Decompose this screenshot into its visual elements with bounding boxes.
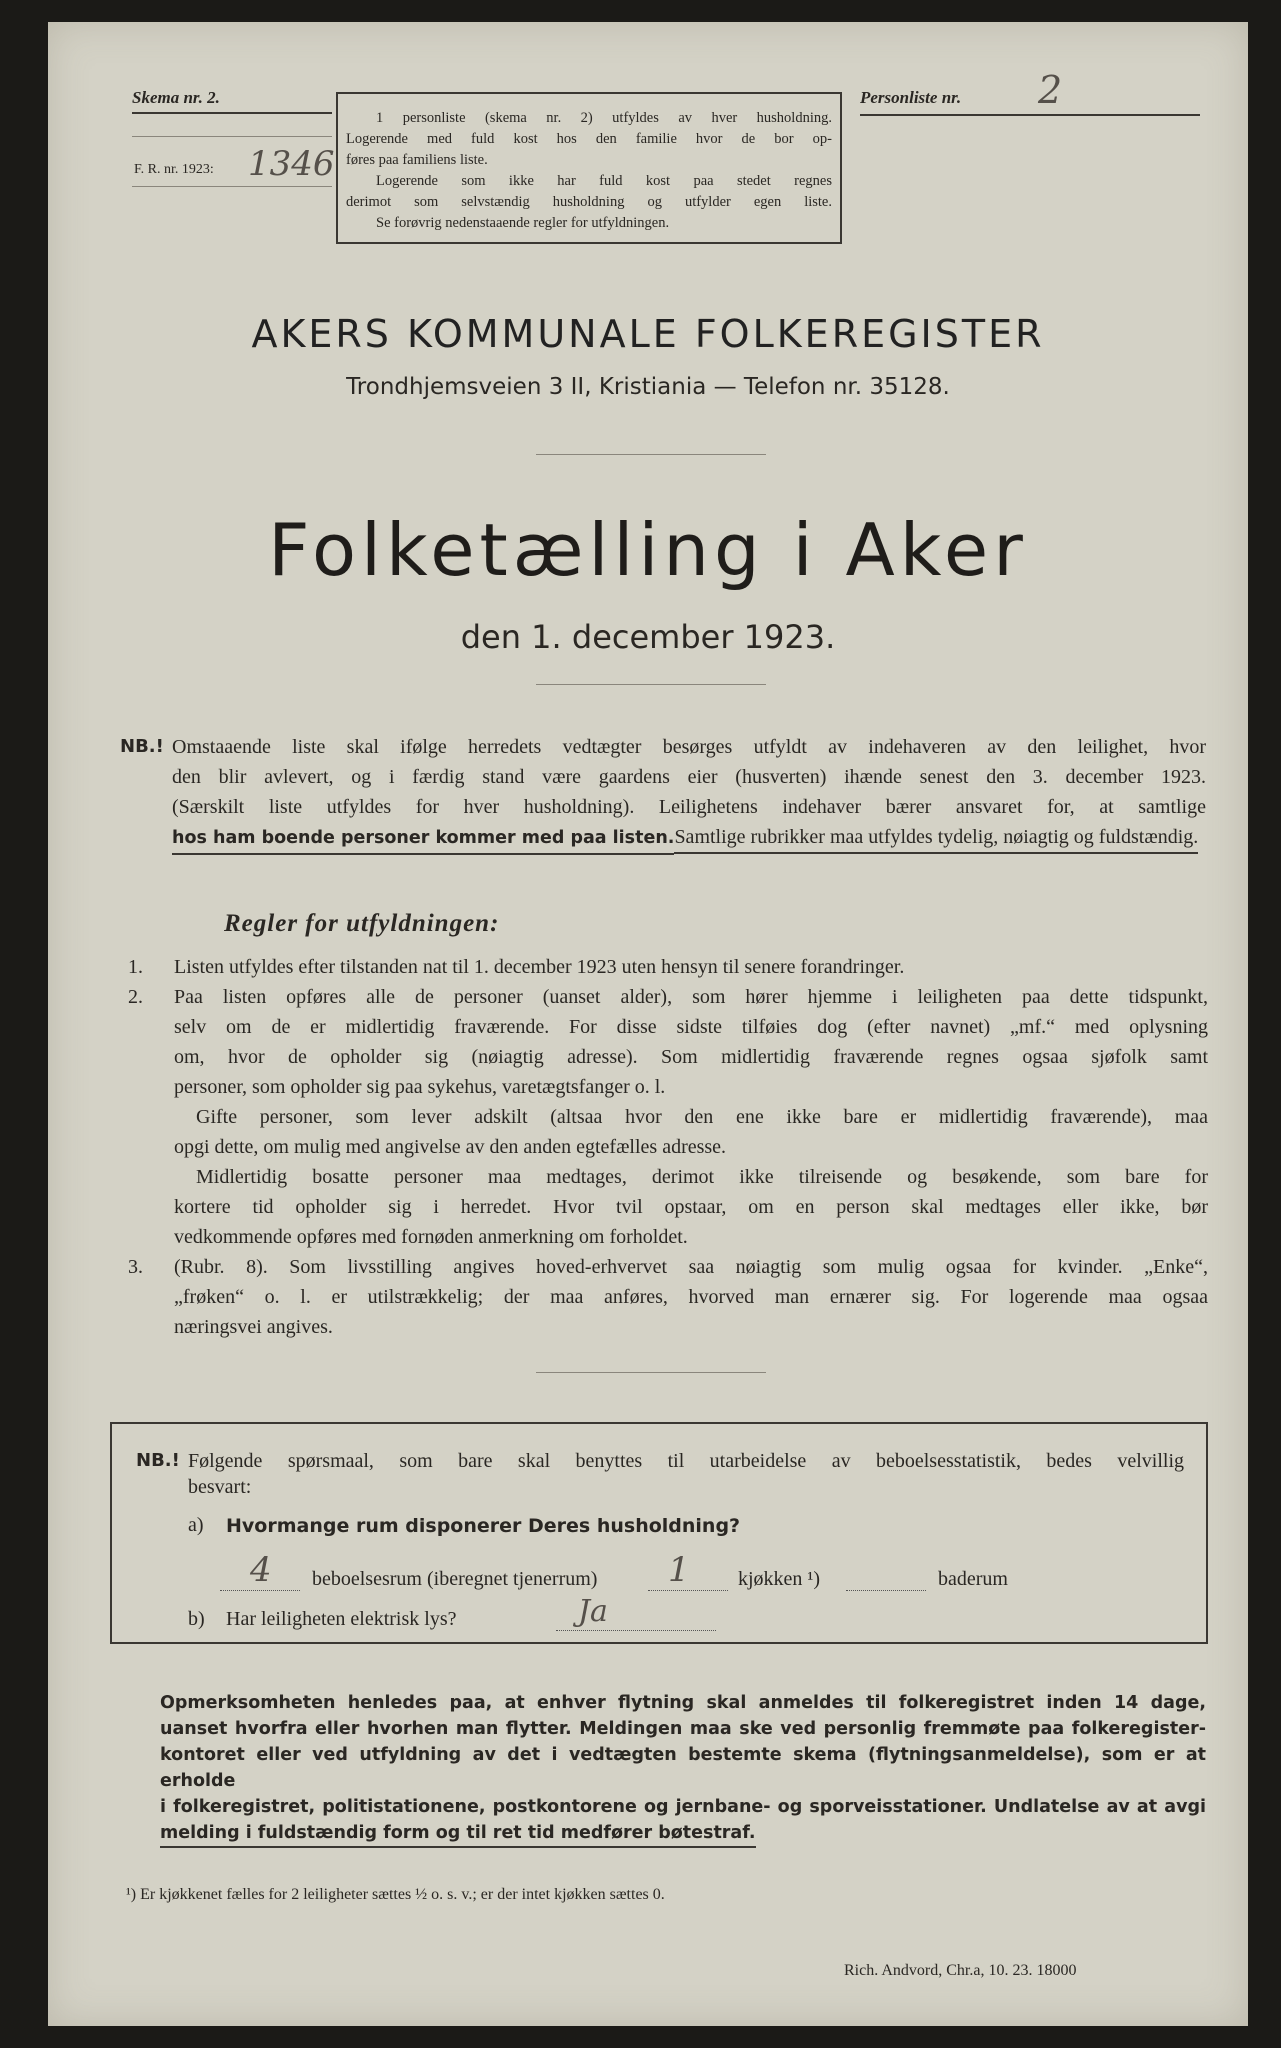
instructions-line: Logerende med fuld kost hos den familie hvor de bor op- bbox=[346, 131, 832, 147]
bath-field[interactable] bbox=[846, 1564, 926, 1591]
rooms-value: 4 bbox=[250, 1550, 272, 1590]
question-b-label: Har leiligheten elektrisk lys? bbox=[226, 1608, 457, 1630]
nb-line: Samtlige rubrikker maa utfyldes tydelig, nøiagtig og fuldstændig. bbox=[674, 822, 1198, 854]
organization-title: AKERS KOMMUNALE FOLKEREGISTER bbox=[251, 312, 1045, 356]
printer-line: Rich. Andvord, Chr.a, 10. 23. 18000 bbox=[844, 1962, 1077, 1979]
question-b-text bbox=[226, 1608, 456, 1631]
instructions-line: Logerende som ikke har fuld kost paa stedet regnes bbox=[376, 173, 832, 189]
notice-line: kontoret eller ved utfyldning av det i vedtægten bestemte skema (flytningsanmeldelse), som er at erholde bbox=[160, 1745, 1206, 1791]
nb-line: den blir avlevert, og i færdig stand være gaardens eier (husverten) ihænde senest den 3. december 1923. bbox=[172, 766, 1206, 788]
rule-number: 2. bbox=[128, 986, 143, 1008]
nb-paragraph bbox=[172, 732, 1206, 855]
rule-number: 1. bbox=[128, 956, 143, 978]
rule-line: (Rubr. 8). Som livsstilling angives hoved-erhvervet saa nøiagtig som mulig ogsaa for kvinder. „Enke“, bbox=[174, 1256, 1208, 1278]
rule-line: „frøken“ o. l. er utilstrækkelig; der maa anføres, hvorved man ernærer sig. For logerende maa ogsaa bbox=[174, 1286, 1208, 1308]
rule-line: Gifte personer, som lever adskilt (altsaa hvor den ene ikke bare er midlertidig fraværende), maa bbox=[196, 1106, 1208, 1128]
rule-line: Paa listen opføres alle de personer (uanset alder), som hører hjemme i leiligheten paa dette tidspunkt, bbox=[174, 986, 1208, 1008]
notice-line: Opmerksomheten henledes paa, at enhver flytning skal anmeldes til folkeregistret inden 14 dage, bbox=[160, 1693, 1206, 1713]
rooms-label: beboelsesrum (iberegnet tjenerrum) bbox=[312, 1568, 598, 1590]
rooms-field[interactable] bbox=[220, 1550, 300, 1591]
kitchen-label: kjøkken ¹) bbox=[738, 1568, 821, 1590]
electric-field[interactable] bbox=[556, 1594, 716, 1631]
nb-line: (Særskilt liste utfyldes for hver husholdning). Leilighetens indehaver bærer ansvaret for, at samtlige bbox=[172, 796, 1206, 818]
fr-handwritten: 1346 bbox=[248, 144, 335, 184]
nb-label: NB.! bbox=[120, 736, 164, 757]
footnote: ¹) Er kjøkkenet fælles for 2 leiligheter sættes ½ o. s. v.; er der intet kjøkken sættes 0. bbox=[126, 1886, 665, 1903]
notice-paragraph bbox=[160, 1690, 1206, 1848]
nb-line: Omstaaende liste skal ifølge herredets vedtægter besørges utfyldt av indehaveren av den leilighet, hvor bbox=[172, 736, 1206, 758]
electric-value: Ja bbox=[578, 1594, 608, 1629]
rules-heading: Regler for utfyldningen: bbox=[224, 910, 500, 937]
rule-line: opgi dette, om mulig med angivelse av den anden egtefælles adresse. bbox=[174, 1136, 727, 1158]
rule-line: Listen utfyldes efter tilstanden nat til 1. december 1923 uten hensyn til senere forandringer. bbox=[174, 956, 905, 978]
divider bbox=[132, 112, 332, 114]
main-title: Folketælling i Aker bbox=[268, 508, 1028, 592]
divider bbox=[536, 684, 766, 685]
instructions-box bbox=[336, 92, 842, 244]
rule-line: personer, som opholder sig paa sykehus, varetægtsfanger o. l. bbox=[174, 1076, 666, 1098]
nb2-line: Følgende spørsmaal, som bare skal benyttes til utarbeidelse av beboelsesstatistik, bedes velvillig bbox=[188, 1450, 1184, 1472]
notice-line: uanset hvorfra eller hvorhen man flytter. Meldingen maa ske ved personlig fremmøte paa folkeregister- bbox=[160, 1719, 1206, 1739]
date-subtitle: den 1. december 1923. bbox=[460, 618, 836, 656]
nb-line: hos ham boende personer kommer med paa listen. bbox=[172, 823, 674, 855]
personliste-label: Personliste nr. bbox=[860, 88, 962, 107]
skema-label: Skema nr. 2. bbox=[132, 88, 220, 107]
divider bbox=[132, 186, 332, 187]
divider bbox=[132, 136, 332, 137]
instructions-line: 1 personliste (skema nr. 2) utfyldes av hver husholdning. bbox=[376, 110, 832, 126]
question-b-prefix: b) bbox=[188, 1608, 205, 1630]
fr-label: F. R. nr. 1923: bbox=[134, 162, 214, 177]
divider bbox=[536, 454, 766, 455]
rule-line: vedkommende opføres med fornøden anmerkning om forholdet. bbox=[174, 1226, 688, 1248]
question-a-text: Hvormange rum disponerer Deres husholdning? bbox=[226, 1515, 741, 1537]
rule-line: Midlertidig bosatte personer maa medtages, derimot ikke tilreisende og besøkende, som bare for bbox=[196, 1166, 1208, 1188]
nb-label: NB.! bbox=[136, 1450, 180, 1471]
kitchen-value: 1 bbox=[668, 1550, 690, 1590]
rule-line: om, hvor de opholder sig (nøiagtig adresse). Som midlertidig fraværende regnes ogsaa sjøfolk samt bbox=[174, 1046, 1208, 1068]
notice-line: i folkeregistret, politistationene, postkontorene og jernbane- og sporveisstationer. Undlatelse av at avgi bbox=[160, 1797, 1206, 1817]
rule-line: næringsvei angives. bbox=[174, 1316, 333, 1338]
personliste-handwritten: 2 bbox=[1038, 68, 1063, 112]
divider bbox=[536, 1372, 766, 1373]
statistics-box bbox=[110, 1422, 1208, 1644]
document-page bbox=[48, 22, 1248, 2026]
question-a-prefix: a) bbox=[188, 1514, 204, 1536]
instructions-line: derimot som selvstændig husholdning og utfylder egen liste. bbox=[346, 194, 832, 210]
rule-number: 3. bbox=[128, 1256, 143, 1278]
instructions-line: Se forøvrig nedenstaaende regler for utfyldningen. bbox=[376, 215, 670, 231]
notice-line: melding i fuldstændig form og til ret tid medfører bøtestraf. bbox=[160, 1820, 756, 1848]
rule-line: kortere tid opholder sig i herredet. Hvor tvil opstaar, om en person skal medtages eller ikke, bør bbox=[174, 1196, 1208, 1218]
divider bbox=[860, 114, 1200, 116]
bath-label: baderum bbox=[938, 1568, 1008, 1590]
nb2-line: besvart: bbox=[188, 1476, 252, 1498]
kitchen-field[interactable] bbox=[648, 1550, 728, 1591]
address-line: Trondhjemsveien 3 II, Kristiania — Telefon nr. 35128. bbox=[346, 374, 950, 400]
nb2-text bbox=[188, 1446, 1184, 1476]
rule-line: selv om de er midlertidig fraværende. For disse sidste tilføies dog (efter navnet) „mf.“ med oplysning bbox=[174, 1016, 1208, 1038]
instructions-line: føres paa familiens liste. bbox=[346, 152, 488, 168]
